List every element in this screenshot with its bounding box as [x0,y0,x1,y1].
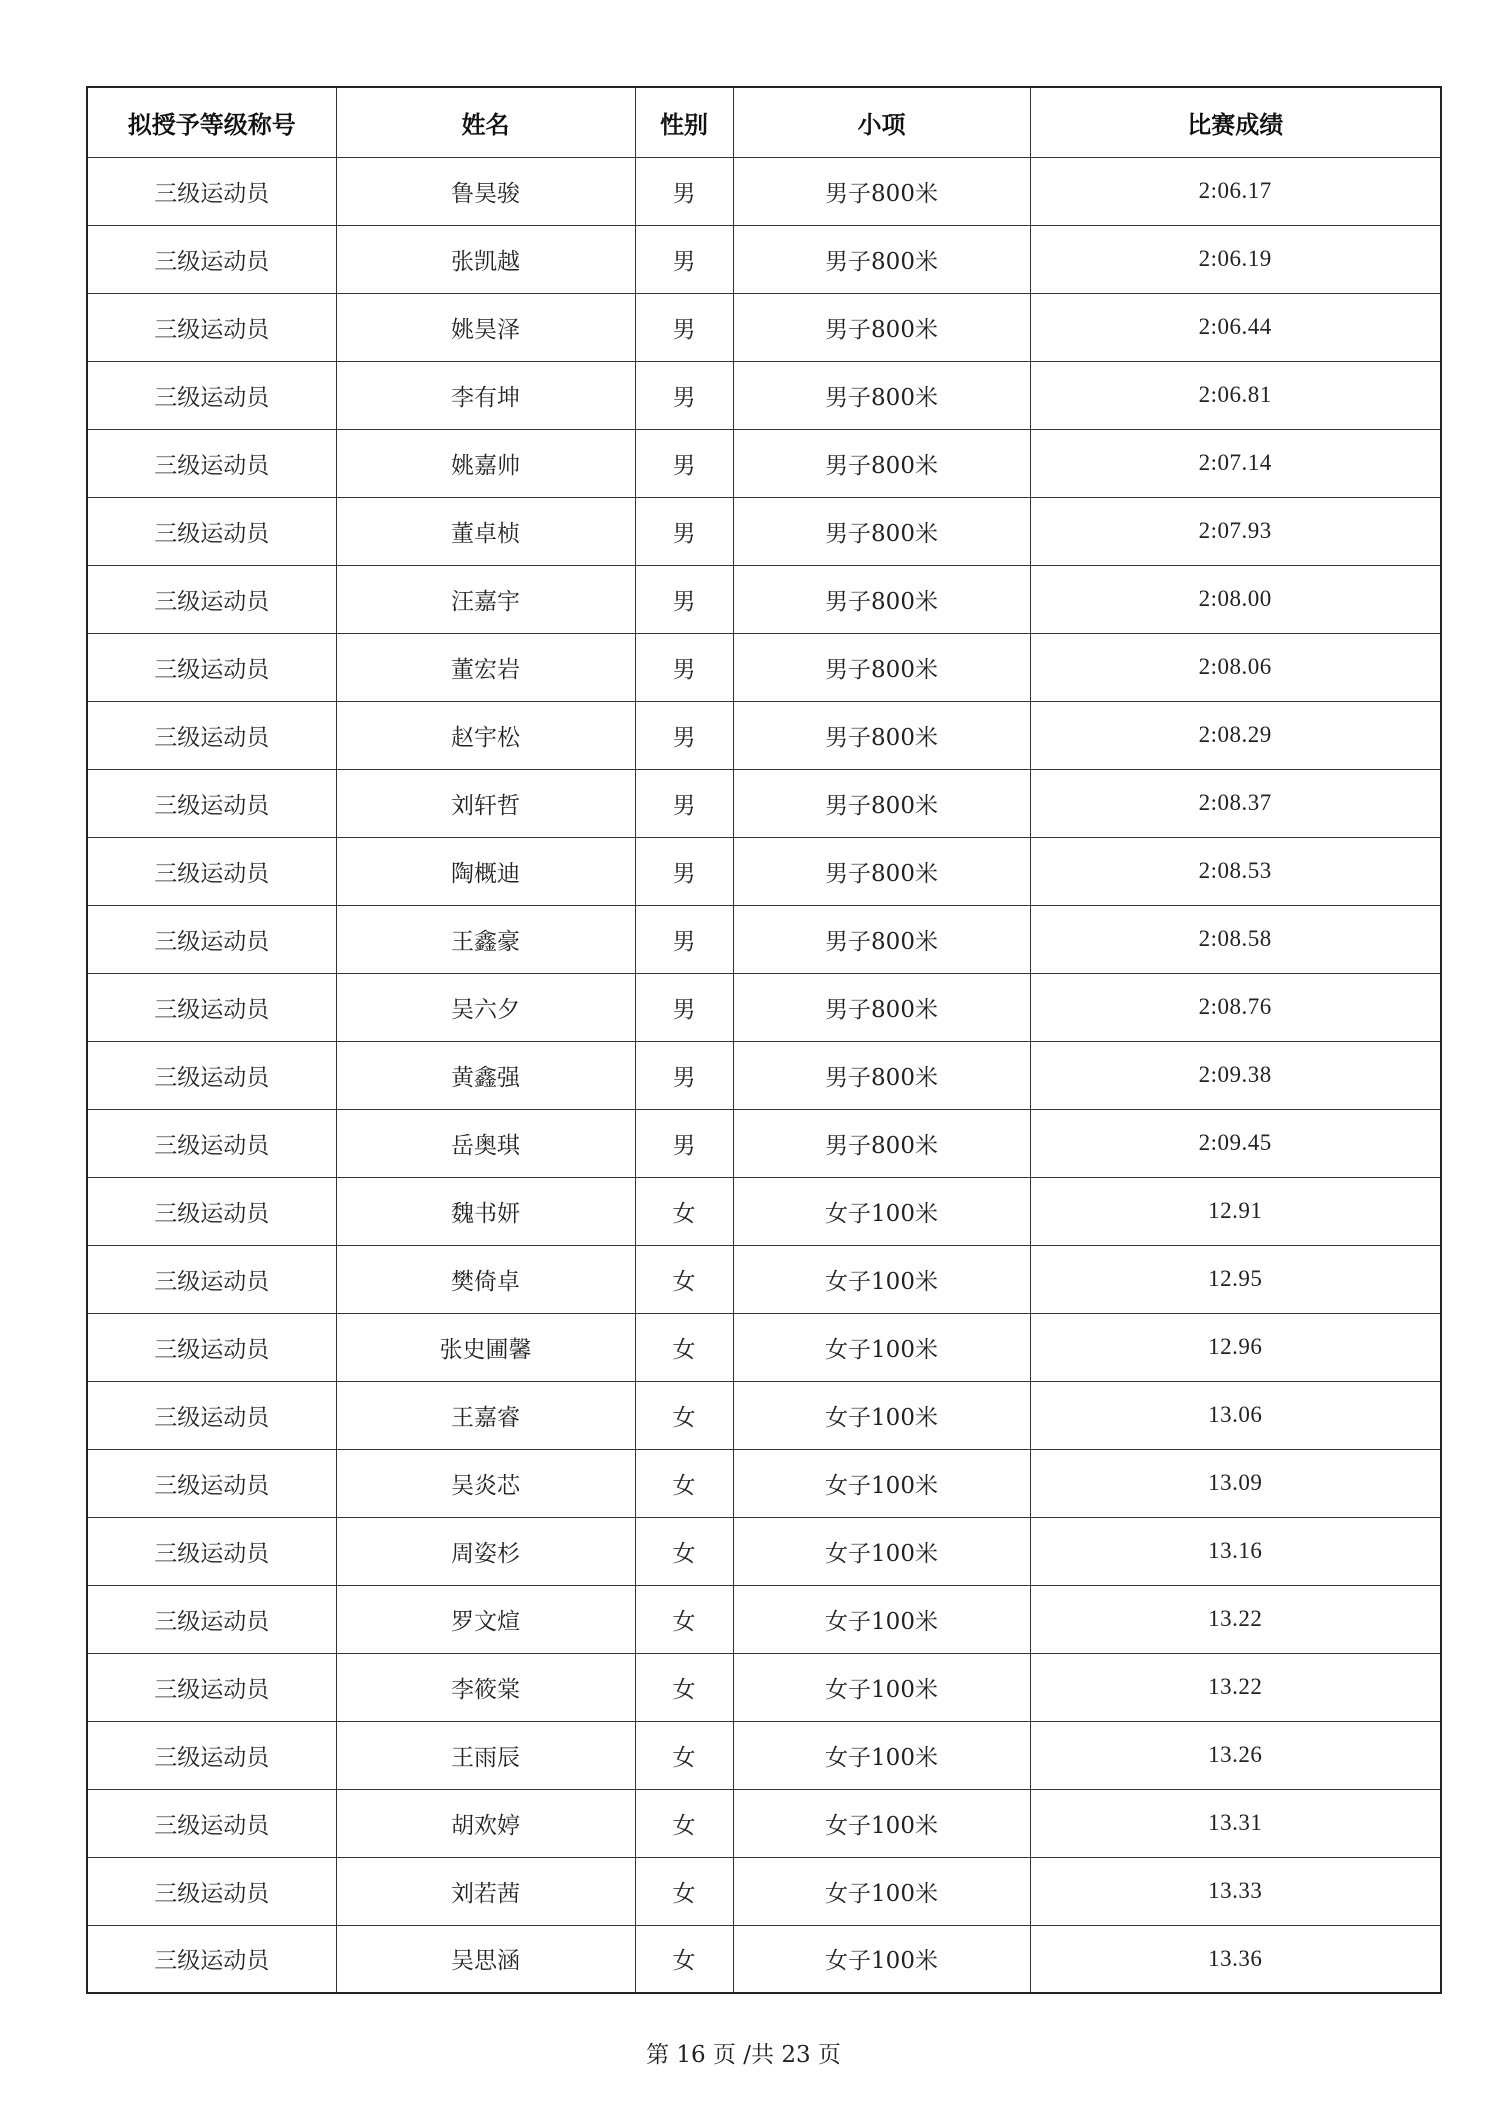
cell-gender: 男 [635,361,733,429]
cell-result: 13.09 [1030,1449,1441,1517]
cell-level: 三级运动员 [87,1313,336,1381]
cell-name: 周姿杉 [336,1517,635,1585]
table-row [87,701,1441,769]
cell-gender: 女 [635,1585,733,1653]
cell-event: 男子800米 [733,157,1030,225]
cell-result: 13.22 [1030,1653,1441,1721]
cell-name: 吴思涵 [336,1925,635,1993]
cell-level: 三级运动员 [87,769,336,837]
cell-gender: 女 [635,1313,733,1381]
cell-name: 吴六夕 [336,973,635,1041]
table-row [87,1313,1441,1381]
cell-event: 女子100米 [733,1925,1030,1993]
cell-level: 三级运动员 [87,429,336,497]
table-header [87,87,1441,157]
table-row [87,497,1441,565]
cell-result: 13.06 [1030,1381,1441,1449]
cell-name: 陶概迪 [336,837,635,905]
cell-gender: 男 [635,633,733,701]
cell-name: 罗文煊 [336,1585,635,1653]
cell-level: 三级运动员 [87,1245,336,1313]
header-gender: 性别 [635,87,733,157]
cell-gender: 男 [635,429,733,497]
cell-gender: 女 [635,1517,733,1585]
cell-gender: 男 [635,1041,733,1109]
cell-gender: 女 [635,1245,733,1313]
table-row [87,1789,1441,1857]
cell-name: 张凯越 [336,225,635,293]
cell-gender: 男 [635,1109,733,1177]
cell-name: 董宏岩 [336,633,635,701]
cell-name: 胡欢婷 [336,1789,635,1857]
cell-result: 2:07.14 [1030,429,1441,497]
cell-event: 女子100米 [733,1857,1030,1925]
cell-name: 鲁昊骏 [336,157,635,225]
cell-name: 刘若茜 [336,1857,635,1925]
table-row [87,1449,1441,1517]
cell-gender: 女 [635,1721,733,1789]
table-row [87,565,1441,633]
cell-event: 男子800米 [733,905,1030,973]
cell-result: 13.26 [1030,1721,1441,1789]
cell-name: 王嘉睿 [336,1381,635,1449]
cell-result: 13.33 [1030,1857,1441,1925]
cell-event: 男子800米 [733,1109,1030,1177]
cell-result: 2:08.53 [1030,837,1441,905]
cell-name: 张史圃馨 [336,1313,635,1381]
cell-level: 三级运动员 [87,1449,336,1517]
cell-result: 2:08.06 [1030,633,1441,701]
cell-event: 男子800米 [733,429,1030,497]
cell-result: 2:08.76 [1030,973,1441,1041]
table-row [87,1721,1441,1789]
cell-event: 女子100米 [733,1653,1030,1721]
cell-name: 李筱棠 [336,1653,635,1721]
cell-gender: 男 [635,565,733,633]
table-row [87,361,1441,429]
cell-event: 女子100米 [733,1789,1030,1857]
cell-level: 三级运动员 [87,1041,336,1109]
table-row [87,1517,1441,1585]
cell-result: 2:08.58 [1030,905,1441,973]
cell-name: 岳奥琪 [336,1109,635,1177]
cell-level: 三级运动员 [87,905,336,973]
cell-level: 三级运动员 [87,973,336,1041]
cell-result: 13.22 [1030,1585,1441,1653]
cell-result: 13.16 [1030,1517,1441,1585]
cell-gender: 男 [635,157,733,225]
cell-result: 2:08.37 [1030,769,1441,837]
page-number: 第 16 页 /共 23 页 [646,2042,841,2068]
cell-level: 三级运动员 [87,701,336,769]
cell-level: 三级运动员 [87,1109,336,1177]
cell-gender: 女 [635,1381,733,1449]
cell-level: 三级运动员 [87,293,336,361]
cell-name: 王雨辰 [336,1721,635,1789]
cell-level: 三级运动员 [87,1925,336,1993]
table-row [87,769,1441,837]
header-row [87,87,1441,157]
table-row [87,1925,1441,1993]
cell-result: 2:08.29 [1030,701,1441,769]
cell-gender: 女 [635,1789,733,1857]
cell-event: 男子800米 [733,293,1030,361]
cell-level: 三级运动员 [87,633,336,701]
table-row [87,1177,1441,1245]
table-body [87,157,1441,1993]
cell-name: 李有坤 [336,361,635,429]
cell-event: 男子800米 [733,565,1030,633]
cell-result: 2:09.38 [1030,1041,1441,1109]
table-row [87,1381,1441,1449]
cell-result: 12.96 [1030,1313,1441,1381]
cell-gender: 女 [635,1449,733,1517]
cell-gender: 男 [635,973,733,1041]
cell-result: 2:08.00 [1030,565,1441,633]
cell-level: 三级运动员 [87,1177,336,1245]
cell-gender: 女 [635,1653,733,1721]
table-row [87,633,1441,701]
cell-event: 女子100米 [733,1449,1030,1517]
cell-level: 三级运动员 [87,1653,336,1721]
table-row [87,1245,1441,1313]
cell-event: 女子100米 [733,1381,1030,1449]
cell-event: 女子100米 [733,1585,1030,1653]
cell-event: 男子800米 [733,769,1030,837]
athlete-grade-table [86,86,1442,1994]
cell-level: 三级运动员 [87,497,336,565]
cell-event: 男子800米 [733,633,1030,701]
cell-gender: 男 [635,905,733,973]
table-row [87,429,1441,497]
cell-result: 2:06.19 [1030,225,1441,293]
header-event: 小项 [733,87,1030,157]
cell-name: 魏书妍 [336,1177,635,1245]
cell-level: 三级运动员 [87,1857,336,1925]
cell-level: 三级运动员 [87,837,336,905]
cell-name: 吴炎芯 [336,1449,635,1517]
cell-level: 三级运动员 [87,1381,336,1449]
table-row [87,1109,1441,1177]
cell-event: 女子100米 [733,1313,1030,1381]
cell-event: 女子100米 [733,1517,1030,1585]
cell-name: 王鑫豪 [336,905,635,973]
cell-event: 女子100米 [733,1177,1030,1245]
cell-event: 男子800米 [733,361,1030,429]
cell-gender: 女 [635,1177,733,1245]
cell-level: 三级运动员 [87,361,336,429]
cell-gender: 男 [635,497,733,565]
cell-name: 黄鑫强 [336,1041,635,1109]
cell-result: 12.91 [1030,1177,1441,1245]
cell-event: 男子800米 [733,497,1030,565]
cell-level: 三级运动员 [87,1517,336,1585]
table-row [87,837,1441,905]
cell-gender: 男 [635,225,733,293]
header-name: 姓名 [336,87,635,157]
cell-result: 13.36 [1030,1925,1441,1993]
cell-gender: 男 [635,293,733,361]
cell-name: 赵宇松 [336,701,635,769]
cell-gender: 男 [635,769,733,837]
cell-result: 2:06.17 [1030,157,1441,225]
header-level: 拟授予等级称号 [87,87,336,157]
cell-name: 汪嘉宇 [336,565,635,633]
cell-gender: 男 [635,701,733,769]
cell-event: 男子800米 [733,973,1030,1041]
cell-level: 三级运动员 [87,1585,336,1653]
cell-result: 2:09.45 [1030,1109,1441,1177]
cell-event: 男子800米 [733,701,1030,769]
cell-gender: 女 [635,1857,733,1925]
cell-level: 三级运动员 [87,565,336,633]
cell-result: 2:07.93 [1030,497,1441,565]
cell-event: 男子800米 [733,837,1030,905]
table-row [87,973,1441,1041]
cell-name: 刘轩哲 [336,769,635,837]
cell-event: 女子100米 [733,1721,1030,1789]
table-row [87,905,1441,973]
cell-name: 姚昊泽 [336,293,635,361]
table-row [87,1653,1441,1721]
cell-name: 樊倚卓 [336,1245,635,1313]
cell-event: 男子800米 [733,1041,1030,1109]
cell-result: 2:06.44 [1030,293,1441,361]
cell-gender: 男 [635,837,733,905]
cell-level: 三级运动员 [87,225,336,293]
table-row [87,225,1441,293]
cell-event: 男子800米 [733,225,1030,293]
table-row [87,157,1441,225]
cell-level: 三级运动员 [87,1721,336,1789]
header-result: 比赛成绩 [1030,87,1441,157]
cell-result: 13.31 [1030,1789,1441,1857]
cell-name: 董卓桢 [336,497,635,565]
cell-result: 2:06.81 [1030,361,1441,429]
table-row [87,1585,1441,1653]
table-row [87,1857,1441,1925]
cell-name: 姚嘉帅 [336,429,635,497]
cell-result: 12.95 [1030,1245,1441,1313]
cell-level: 三级运动员 [87,157,336,225]
cell-event: 女子100米 [733,1245,1030,1313]
table-row [87,1041,1441,1109]
table-row [87,293,1441,361]
cell-level: 三级运动员 [87,1789,336,1857]
cell-gender: 女 [635,1925,733,1993]
